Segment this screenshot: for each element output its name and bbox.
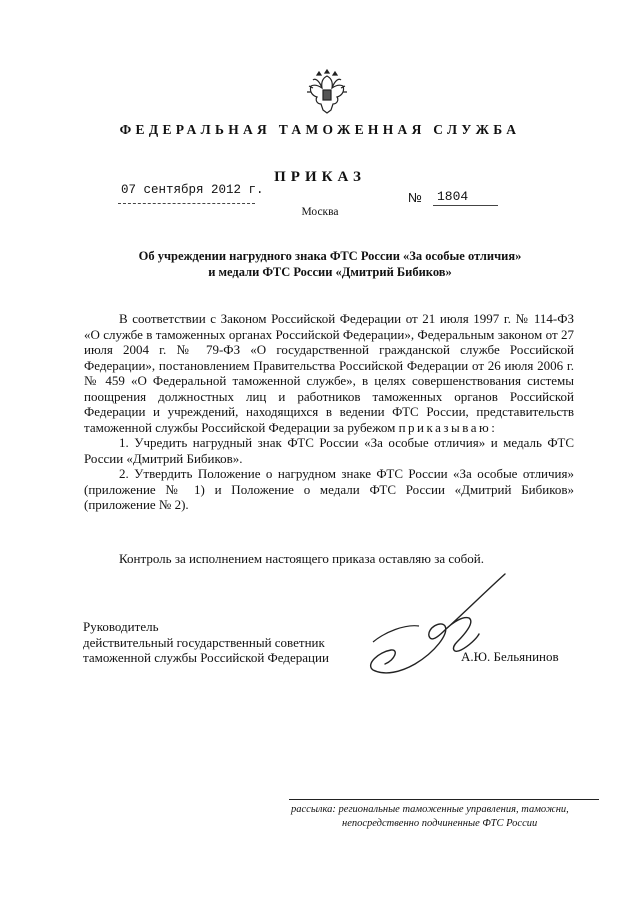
document-title xyxy=(100,248,560,280)
distribution-divider xyxy=(289,799,599,800)
document-date: 07 сентября 2012 г. xyxy=(121,183,264,197)
document-number: 1804 xyxy=(437,189,469,204)
distribution-line-1: рассылка: региональные таможенные управления, таможни, xyxy=(291,804,569,815)
order-word: приказываю: xyxy=(398,419,498,435)
distribution-list xyxy=(291,803,606,831)
document-body xyxy=(84,311,574,513)
document-city: Москва xyxy=(301,206,339,218)
preamble-text: В соответствии с Законом Российской Федерации от 21 июля 1997 г. № 114-ФЗ «О службе в таможенных органах Российской Федерации», Федеральным законом от 27 июля 2004 г. № 79-ФЗ «О государственной гражданской службе Российской Федерации», постановлением Правительства Российской Федерации от 26 июля 2006 г. № 459 «О Федеральной таможенной службе», в целях совершенствования системы поощрения должностных лиц и работников таможенных органов Российской Федерации и учреждений, находящихся в ведении ФТС России, представительств таможенной службы Российской Федерации за рубежом xyxy=(84,311,574,435)
role-line-1: Руководитель xyxy=(83,619,159,634)
signatory-name: А.Ю. Бельянинов xyxy=(461,649,559,664)
organization-name: ФЕДЕРАЛЬНАЯ ТАМОЖЕННАЯ СЛУЖБА xyxy=(119,122,521,137)
order-item-1: 1. Учредить нагрудный знак ФТС России «За особые отличия» и медаль ФТС России «Дмитрий Бибиков». xyxy=(84,435,574,466)
title-line-1: Об учреждении нагрудного знака ФТС России «За особые отличия» xyxy=(138,249,522,263)
number-prefix: № xyxy=(408,190,422,205)
distribution-line-2: непосредственно подчиненные ФТС России xyxy=(342,818,538,829)
document-type: ПРИКАЗ xyxy=(274,169,366,185)
order-item-2: 2. Утвердить Положение о нагрудном знаке ФТС России «За особые отличия» (приложение № 1) и Положение о медали ФТС России «Дмитрий Бибиков» (приложение № 2). xyxy=(84,466,574,512)
handwritten-signature-icon xyxy=(345,572,515,692)
title-line-2: и медали ФТС России «Дмитрий Бибиков» xyxy=(208,265,452,279)
role-line-3: таможенной службы Российской Федерации xyxy=(83,650,329,665)
preamble-paragraph xyxy=(84,311,574,435)
control-clause: Контроль за исполнением настоящего приказа оставляю за собой. xyxy=(119,551,484,566)
role-line-2: действительный государственный советник xyxy=(83,634,325,650)
date-underline xyxy=(118,203,255,204)
coat-of-arms-icon xyxy=(305,66,349,116)
signatory-role xyxy=(83,619,329,666)
